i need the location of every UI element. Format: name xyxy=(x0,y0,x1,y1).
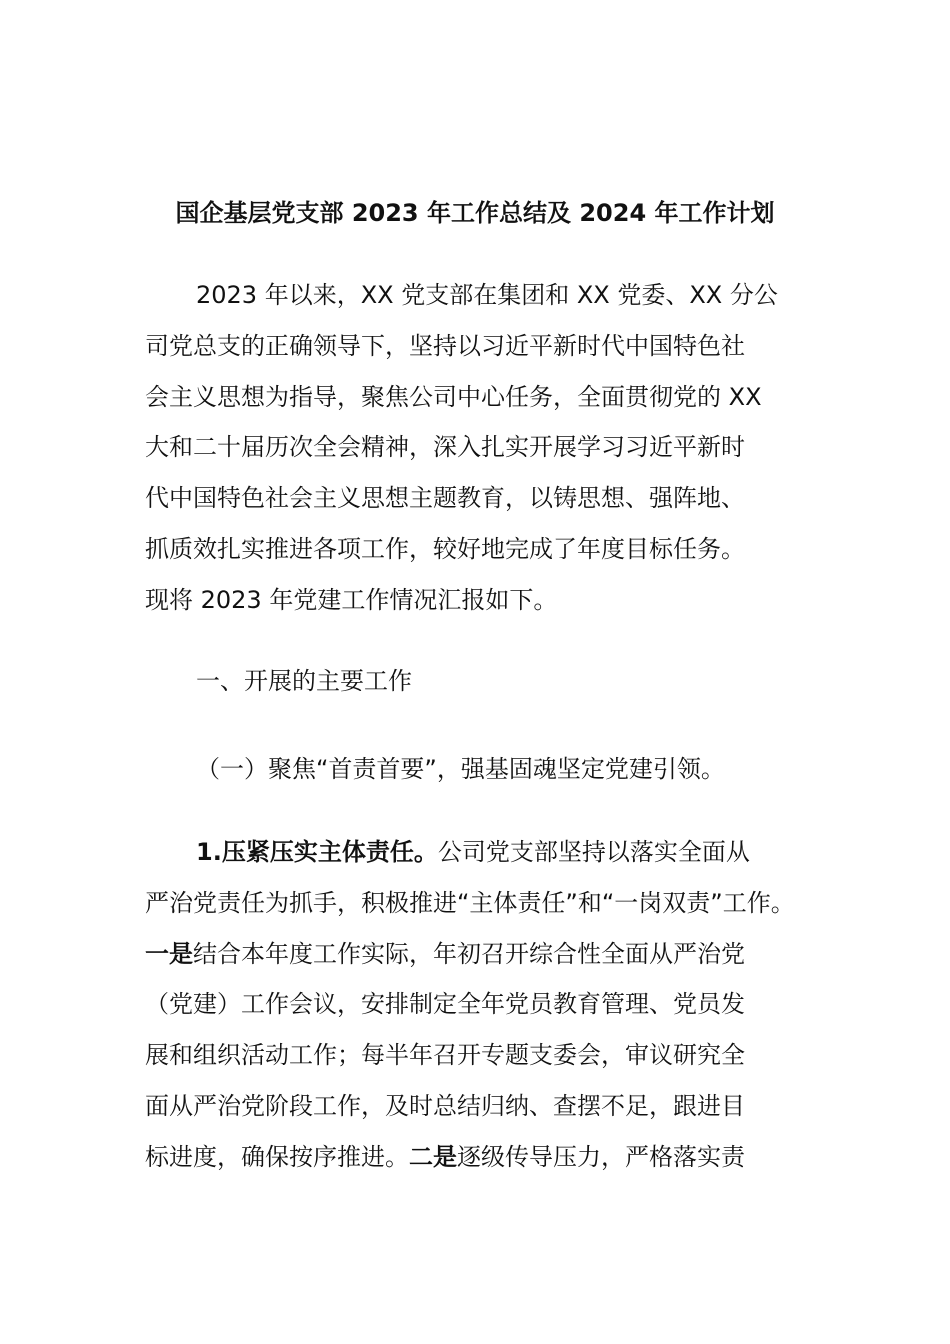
item1-line xyxy=(145,929,825,980)
intro-line: 代中国特色社会主义思想主题教育，以铸思想、强阵地、 xyxy=(145,484,745,513)
intro-line: 会主义思想为指导，聚焦公司中心任务，全面贯彻党的 XX xyxy=(145,382,762,411)
item1-text: 逐级传导压力，严格落实责 xyxy=(457,1142,745,1171)
point-one-label: 一是 xyxy=(145,939,193,968)
item1-lead: 1.压紧压实主体责任。 xyxy=(196,838,438,866)
item1-line: 展和组织活动工作；每半年召开专题支委会，审议研究全 xyxy=(145,1041,745,1070)
point-two-label: 二是 xyxy=(409,1142,457,1171)
subsection-heading: （一）聚焦“首责首要”，强基固魂坚定党建引领。 xyxy=(196,755,725,783)
item1-line: （党建）工作会议，安排制定全年党员教育管理、党员发 xyxy=(145,990,745,1019)
item1-line: 面从严治党阶段工作，及时总结归纳、查摆不足，跟进目 xyxy=(145,1091,745,1120)
document-title: 国企基层党支部 2023 年工作总结及 2024 年工作计划 xyxy=(175,199,775,227)
item1-text: 结合本年度工作实际，年初召开综合性全面从严治党 xyxy=(193,939,745,968)
item1-text: 公司党支部坚持以落实全面从 xyxy=(437,838,750,866)
intro-line: 司党总支的正确领导下，坚持以习近平新时代中国特色社 xyxy=(145,331,745,360)
section-heading: 一、开展的主要工作 xyxy=(196,667,412,695)
item1-line xyxy=(145,827,825,878)
intro-line: 现将 2023 年党建工作情况汇报如下。 xyxy=(145,585,558,614)
intro-paragraph xyxy=(145,270,825,626)
item1-line xyxy=(145,1132,825,1183)
intro-line: 2023 年以来，XX 党支部在集团和 XX 党委、XX 分公 xyxy=(196,281,778,309)
item1-line: 严治党责任为抓手，积极推进“主体责任”和“一岗双责”工作。 xyxy=(145,888,795,917)
intro-line: 抓质效扎实推进各项工作，较好地完成了年度目标任务。 xyxy=(145,534,745,563)
item1-paragraph xyxy=(145,827,825,1183)
intro-line: 大和二十届历次全会精神，深入扎实开展学习习近平新时 xyxy=(145,433,745,462)
item1-text: 标进度，确保按序推进。 xyxy=(145,1142,409,1171)
